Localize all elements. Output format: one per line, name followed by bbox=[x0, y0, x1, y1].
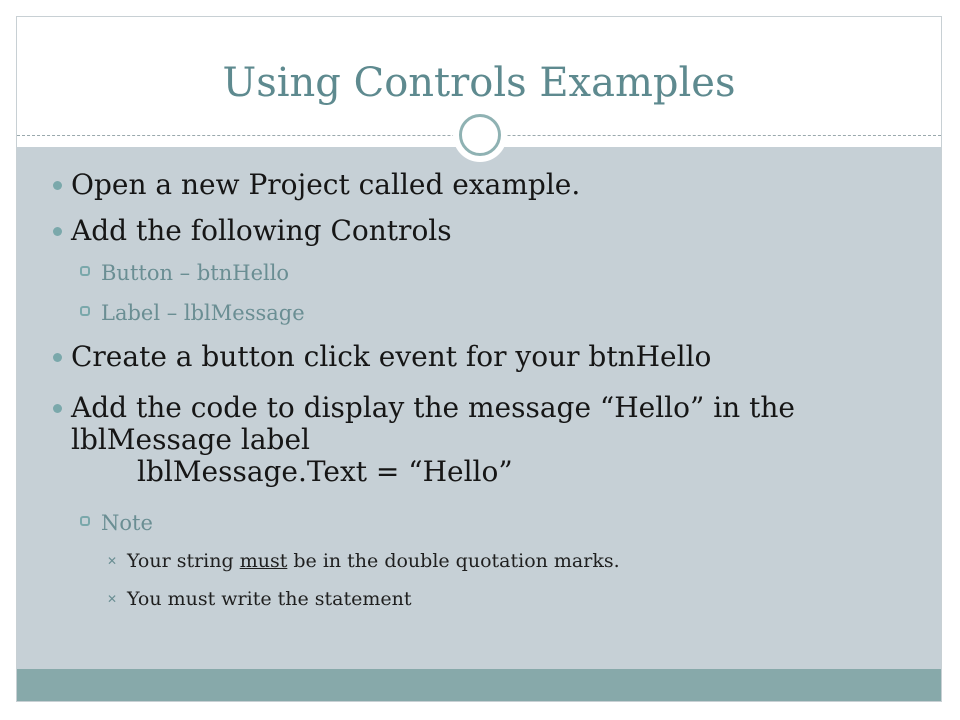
bullet-dot-icon bbox=[53, 353, 62, 362]
content-panel bbox=[17, 147, 941, 671]
footer-bar bbox=[17, 669, 941, 701]
slide-title: Using Controls Examples bbox=[222, 60, 736, 106]
sub-bullet-text: Button – btnHello bbox=[101, 261, 290, 285]
bullet-text: Add the following Controls bbox=[71, 214, 452, 247]
note-text: You must write the statement bbox=[127, 588, 412, 610]
bullet-item bbox=[71, 341, 711, 373]
note-emphasis: must bbox=[239, 550, 288, 572]
square-bullet-icon bbox=[80, 516, 90, 526]
note-item bbox=[107, 587, 412, 611]
ring-icon bbox=[459, 114, 501, 156]
note-text-before: Your string bbox=[127, 550, 240, 572]
sub-bullet-item bbox=[101, 300, 305, 326]
square-bullet-icon bbox=[80, 306, 90, 316]
bullet-dot-icon bbox=[53, 181, 62, 190]
bullet-text: Add the code to display the message “Hello” in the bbox=[71, 391, 795, 424]
bullet-dot-icon bbox=[53, 404, 62, 413]
note-text-after: be in the double quotation marks. bbox=[287, 550, 620, 572]
slide bbox=[16, 16, 942, 702]
cross-bullet-icon: ✕ bbox=[107, 554, 118, 568]
bullet-dot-icon bbox=[53, 227, 62, 236]
note-item bbox=[107, 549, 620, 573]
sub-bullet-item bbox=[101, 510, 153, 536]
bullet-continuation: lblMessage label bbox=[71, 423, 310, 456]
circle-ornament-icon bbox=[453, 108, 507, 162]
code-line: lblMessage.Text = “Hello” bbox=[137, 455, 513, 488]
bullet-item bbox=[71, 392, 795, 424]
bullet-text: Open a new Project called example. bbox=[71, 168, 581, 201]
sub-bullet-text: Note bbox=[101, 511, 153, 535]
bullet-text: Create a button click event for your btnHello bbox=[71, 340, 712, 373]
sub-bullet-text: Label – lblMessage bbox=[101, 301, 305, 325]
cross-bullet-icon: ✕ bbox=[107, 592, 118, 606]
square-bullet-icon bbox=[80, 266, 90, 276]
sub-bullet-item bbox=[101, 260, 289, 286]
bullet-item bbox=[71, 169, 580, 201]
bullet-item bbox=[71, 215, 452, 247]
